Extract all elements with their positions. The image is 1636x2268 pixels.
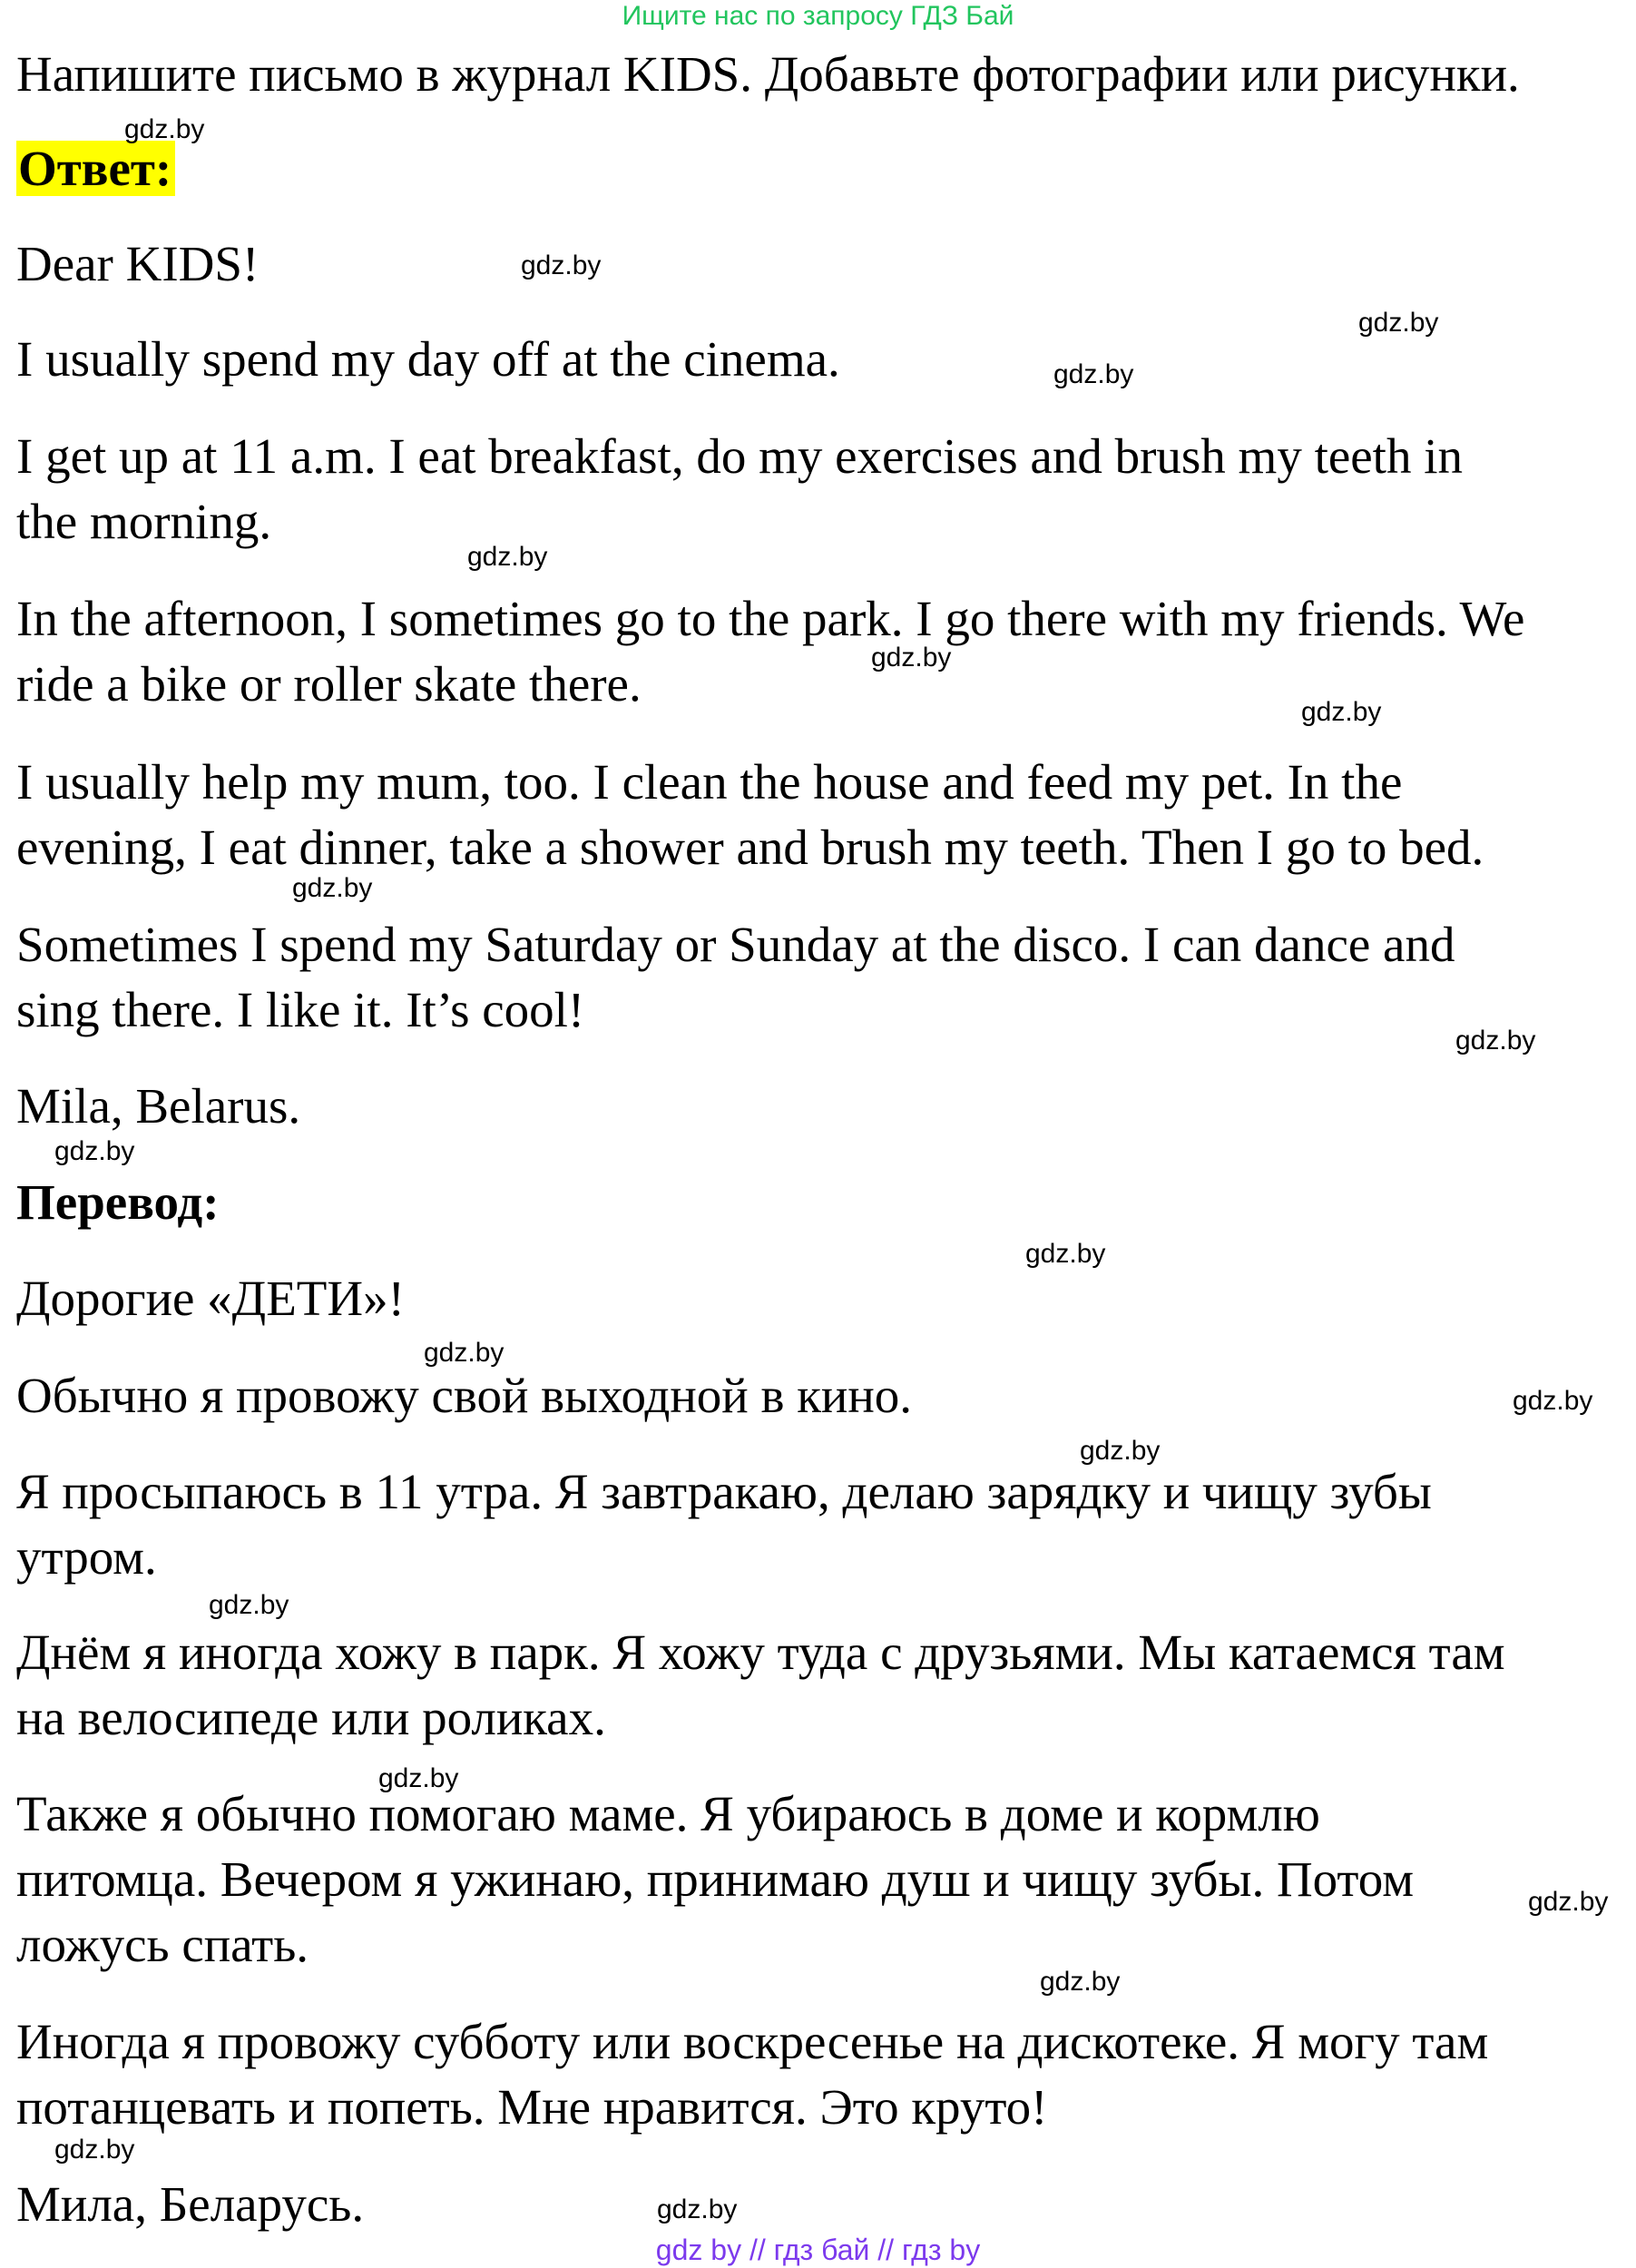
translation-line: питомца. Вечером я ужинаю, принимаю душ и чищу зубы. Потом <box>16 1851 1414 1907</box>
watermark: gdz.by <box>424 1338 505 1368</box>
translation-greeting <box>16 1266 1631 1331</box>
answer-line: the morning. <box>16 494 272 549</box>
answer-heading <box>16 136 1631 201</box>
translation-signature-text: Мила, Беларусь. <box>16 2176 365 2232</box>
translation-paragraph-5 <box>16 2009 1631 2140</box>
watermark: gdz.by <box>54 1136 135 1166</box>
answer-signature-text: Mila, Belarus. <box>16 1078 301 1134</box>
answer-label: Ответ: <box>16 141 175 196</box>
watermark: gdz.by <box>1040 1967 1121 1997</box>
translation-line: Обычно я провожу свой выходной в кино. <box>16 1368 913 1423</box>
translation-line: потанцевать и попеть. Мне нравится. Это круто! <box>16 2079 1048 2135</box>
watermark: gdz.by <box>1358 308 1439 338</box>
watermark: gdz.by <box>1080 1436 1161 1466</box>
answer-line: evening, I eat dinner, take a shower and brush my teeth. Then I go to bed. <box>16 820 1484 875</box>
answer-greeting <box>16 231 1631 297</box>
watermark: gdz.by <box>292 873 373 903</box>
watermark: gdz.by <box>378 1763 459 1793</box>
answer-line: I usually help my mum, too. I clean the house and feed my pet. In the <box>16 754 1403 810</box>
watermark: gdz.by <box>657 2194 738 2224</box>
translation-label: Перевод: <box>16 1174 220 1230</box>
footer-note: gdz by // гдз бай // гдз by <box>655 2234 981 2266</box>
answer-signature <box>16 1074 1631 1139</box>
translation-paragraph-4 <box>16 1782 1631 1978</box>
answer-greeting-text: Dear KIDS! <box>16 236 260 291</box>
translation-line: Также я обычно помогаю маме. Я убираюсь в доме и кормлю <box>16 1786 1320 1841</box>
answer-line: Sometimes I spend my Saturday or Sunday at the disco. I can dance and <box>16 917 1455 972</box>
translation-signature <box>16 2172 1631 2237</box>
header-note: Ищите нас по запросу ГДЗ Бай <box>622 1 1014 31</box>
watermark: gdz.by <box>871 643 952 673</box>
translation-line: Днём я иногда хожу в парк. Я хожу туда с друзьями. Мы катаемся там <box>16 1625 1505 1680</box>
answer-paragraph-5 <box>16 912 1631 1043</box>
watermark: gdz.by <box>1455 1026 1536 1055</box>
translation-line: утром. <box>16 1529 157 1585</box>
watermark: gdz.by <box>124 114 205 144</box>
translation-line: на велосипеде или роликах. <box>16 1690 606 1745</box>
task-prompt <box>16 42 1631 107</box>
answer-line: In the afternoon, I sometimes go to the park. I go there with my friends. We <box>16 591 1525 646</box>
watermark: gdz.by <box>209 1590 289 1620</box>
answer-paragraph-2 <box>16 424 1631 555</box>
watermark: gdz.by <box>521 250 602 280</box>
answer-paragraph-4 <box>16 750 1631 880</box>
watermark: gdz.by <box>1053 359 1134 389</box>
translation-paragraph-3 <box>16 1620 1631 1751</box>
watermark: gdz.by <box>467 542 548 572</box>
translation-line: Иногда я провожу субботу или воскресенье на дискотеке. Я могу там <box>16 2014 1489 2069</box>
watermark: gdz.by <box>1513 1386 1593 1416</box>
translation-paragraph-2 <box>16 1459 1631 1590</box>
watermark: gdz.by <box>1025 1239 1106 1269</box>
answer-line: I usually spend my day off at the cinema. <box>16 331 840 387</box>
translation-paragraph-1 <box>16 1363 1631 1429</box>
translation-line: ложусь спать. <box>16 1917 309 1972</box>
watermark: gdz.by <box>54 2135 135 2165</box>
answer-line: I get up at 11 a.m. I eat breakfast, do my exercises and brush my teeth in <box>16 428 1463 484</box>
translation-line: Я просыпаюсь в 11 утра. Я завтракаю, делаю зарядку и чищу зубы <box>16 1464 1432 1519</box>
watermark: gdz.by <box>1528 1887 1609 1917</box>
task-prompt-text: Напишите письмо в журнал KIDS. Добавьте фотографии или рисунки. <box>16 46 1520 102</box>
answer-line: sing there. I like it. It’s cool! <box>16 982 585 1037</box>
watermark: gdz.by <box>1301 697 1382 727</box>
translation-greeting-text: Дорогие «ДЕТИ»! <box>16 1271 405 1326</box>
answer-line: ride a bike or roller skate there. <box>16 656 642 712</box>
translation-heading <box>16 1170 1631 1235</box>
answer-paragraph-3 <box>16 586 1631 717</box>
